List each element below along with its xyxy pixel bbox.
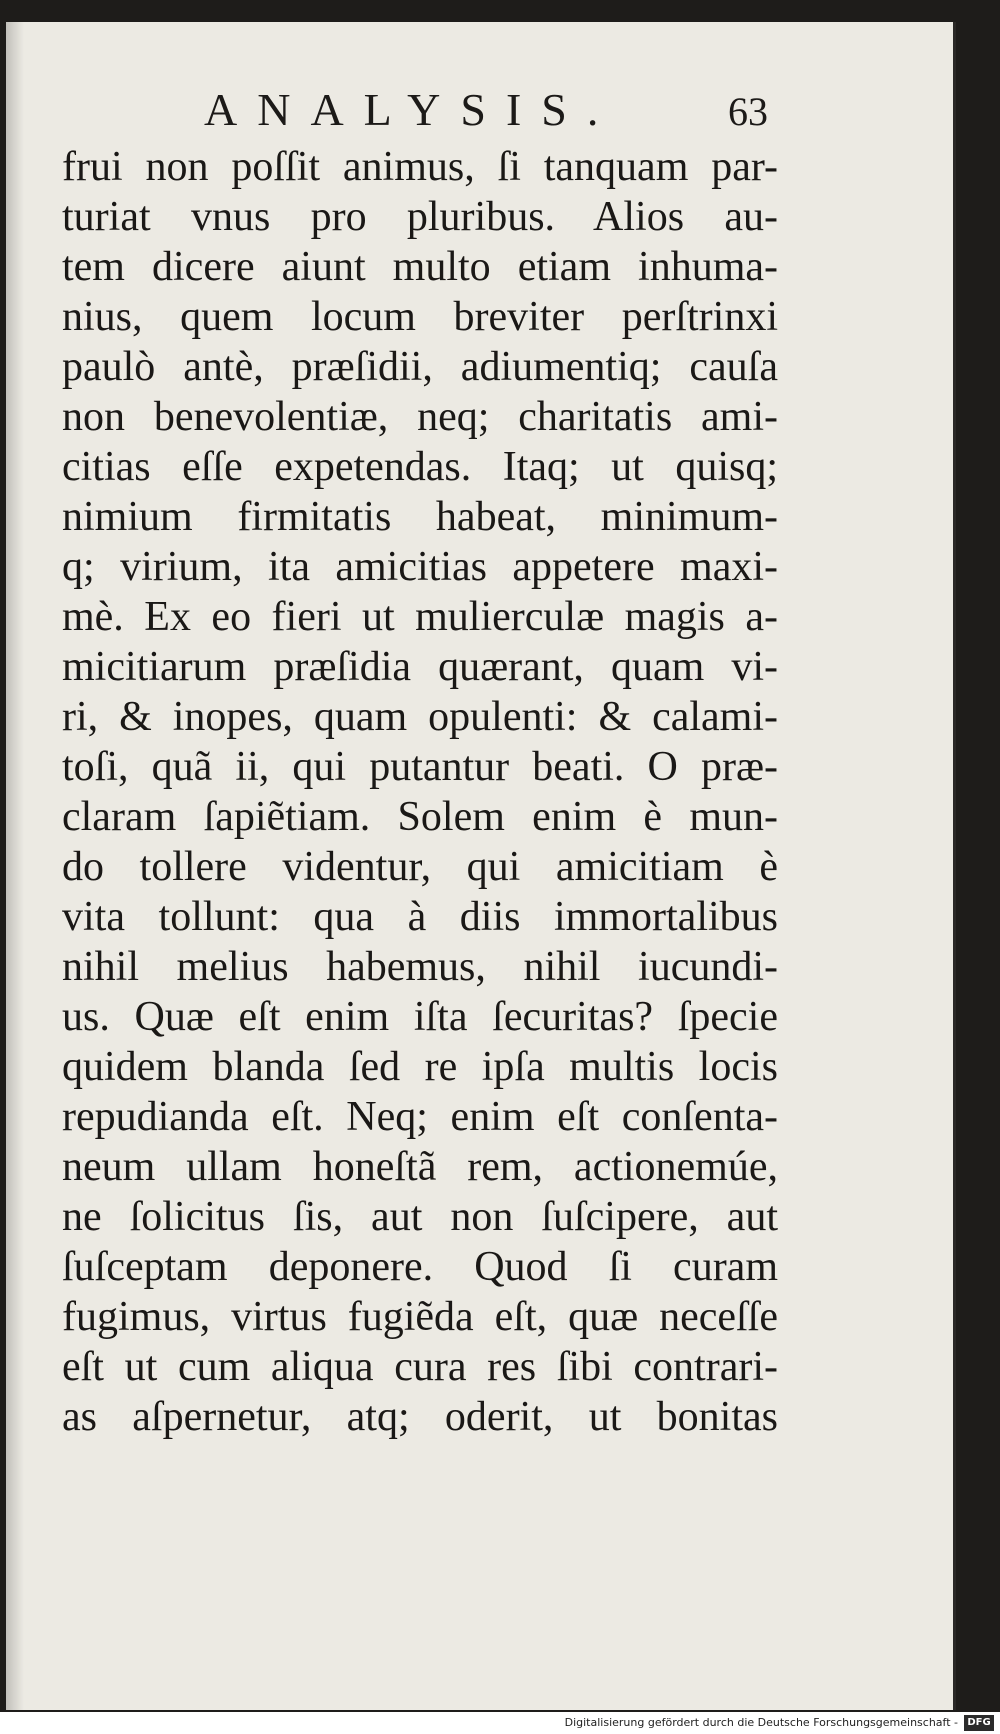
running-title: ANALYSIS. [204,84,619,135]
text-line: frui non poſſit animus, ſi tanquam par- [62,144,778,190]
text-line: claram ſapiẽtiam. Solem enim è mun- [62,794,778,840]
text-line: as aſpernetur, atq; oderit, ut bonitas [62,1394,778,1440]
text-line: eſt ut cum aliqua cura res ſibi contrari- [62,1344,778,1390]
text-line: quidem blanda ſed re ipſa multis locis [62,1044,778,1090]
digitization-credit: Digitalisierung gefördert durch die Deutsche Forschungsgemeinschaft - [564,1716,958,1729]
text-line: vita tollunt: qua à diis immortalibus [62,894,778,940]
body-text [62,142,778,1442]
text-line: micitiarum præſidia quærant, quam vi- [62,644,778,690]
text-line: mè. Ex eo fieri ut mulierculæ magis a- [62,594,778,640]
text-line: nius, quem locum breviter perſtrinxi [62,294,778,340]
gutter-shadow [6,22,24,1710]
text-line: fugimus, virtus fugiẽda eſt, quæ neceſſe [62,1294,778,1340]
text-line: nimium firmitatis habeat, minimum- [62,494,778,540]
text-line: ri, & inopes, quam opulenti: & calami- [62,694,778,740]
dfg-logo: DFG [964,1715,994,1731]
text-line: do tollere videntur, qui amicitiam è [62,844,778,890]
book-page [6,22,956,1710]
text-line: us. Quæ eſt enim iſta ſecuritas? ſpecie [62,994,778,1040]
running-head [6,80,956,140]
text-line: q; virium, ita amicitias appetere maxi- [62,544,778,590]
text-line: ſuſceptam deponere. Quod ſi curam [62,1244,778,1290]
text-line: ne ſolicitus ſis, aut non ſuſcipere, aut [62,1194,778,1240]
text-line: nihil melius habemus, nihil iucundi- [62,944,778,990]
text-line: non benevolentiæ, neq; charitatis ami- [62,394,778,440]
text-line: toſi, quã ii, qui putantur beati. O præ- [62,744,778,790]
text-line: repudianda eſt. Neq; enim eſt conſenta- [62,1094,778,1140]
text-line: neum ullam honeſtã rem, actionemúe, [62,1144,778,1190]
text-line: paulò antè, præſidii, adiumentiq; cauſa [62,344,778,390]
footer-strip [0,1712,1000,1734]
page-number: 63 [728,89,768,134]
text-line: tem dicere aiunt multo etiam inhuma- [62,244,778,290]
text-line: citias eſſe expetendas. Itaq; ut quisq; [62,444,778,490]
text-line: turiat vnus pro pluribus. Alios au- [62,194,778,240]
